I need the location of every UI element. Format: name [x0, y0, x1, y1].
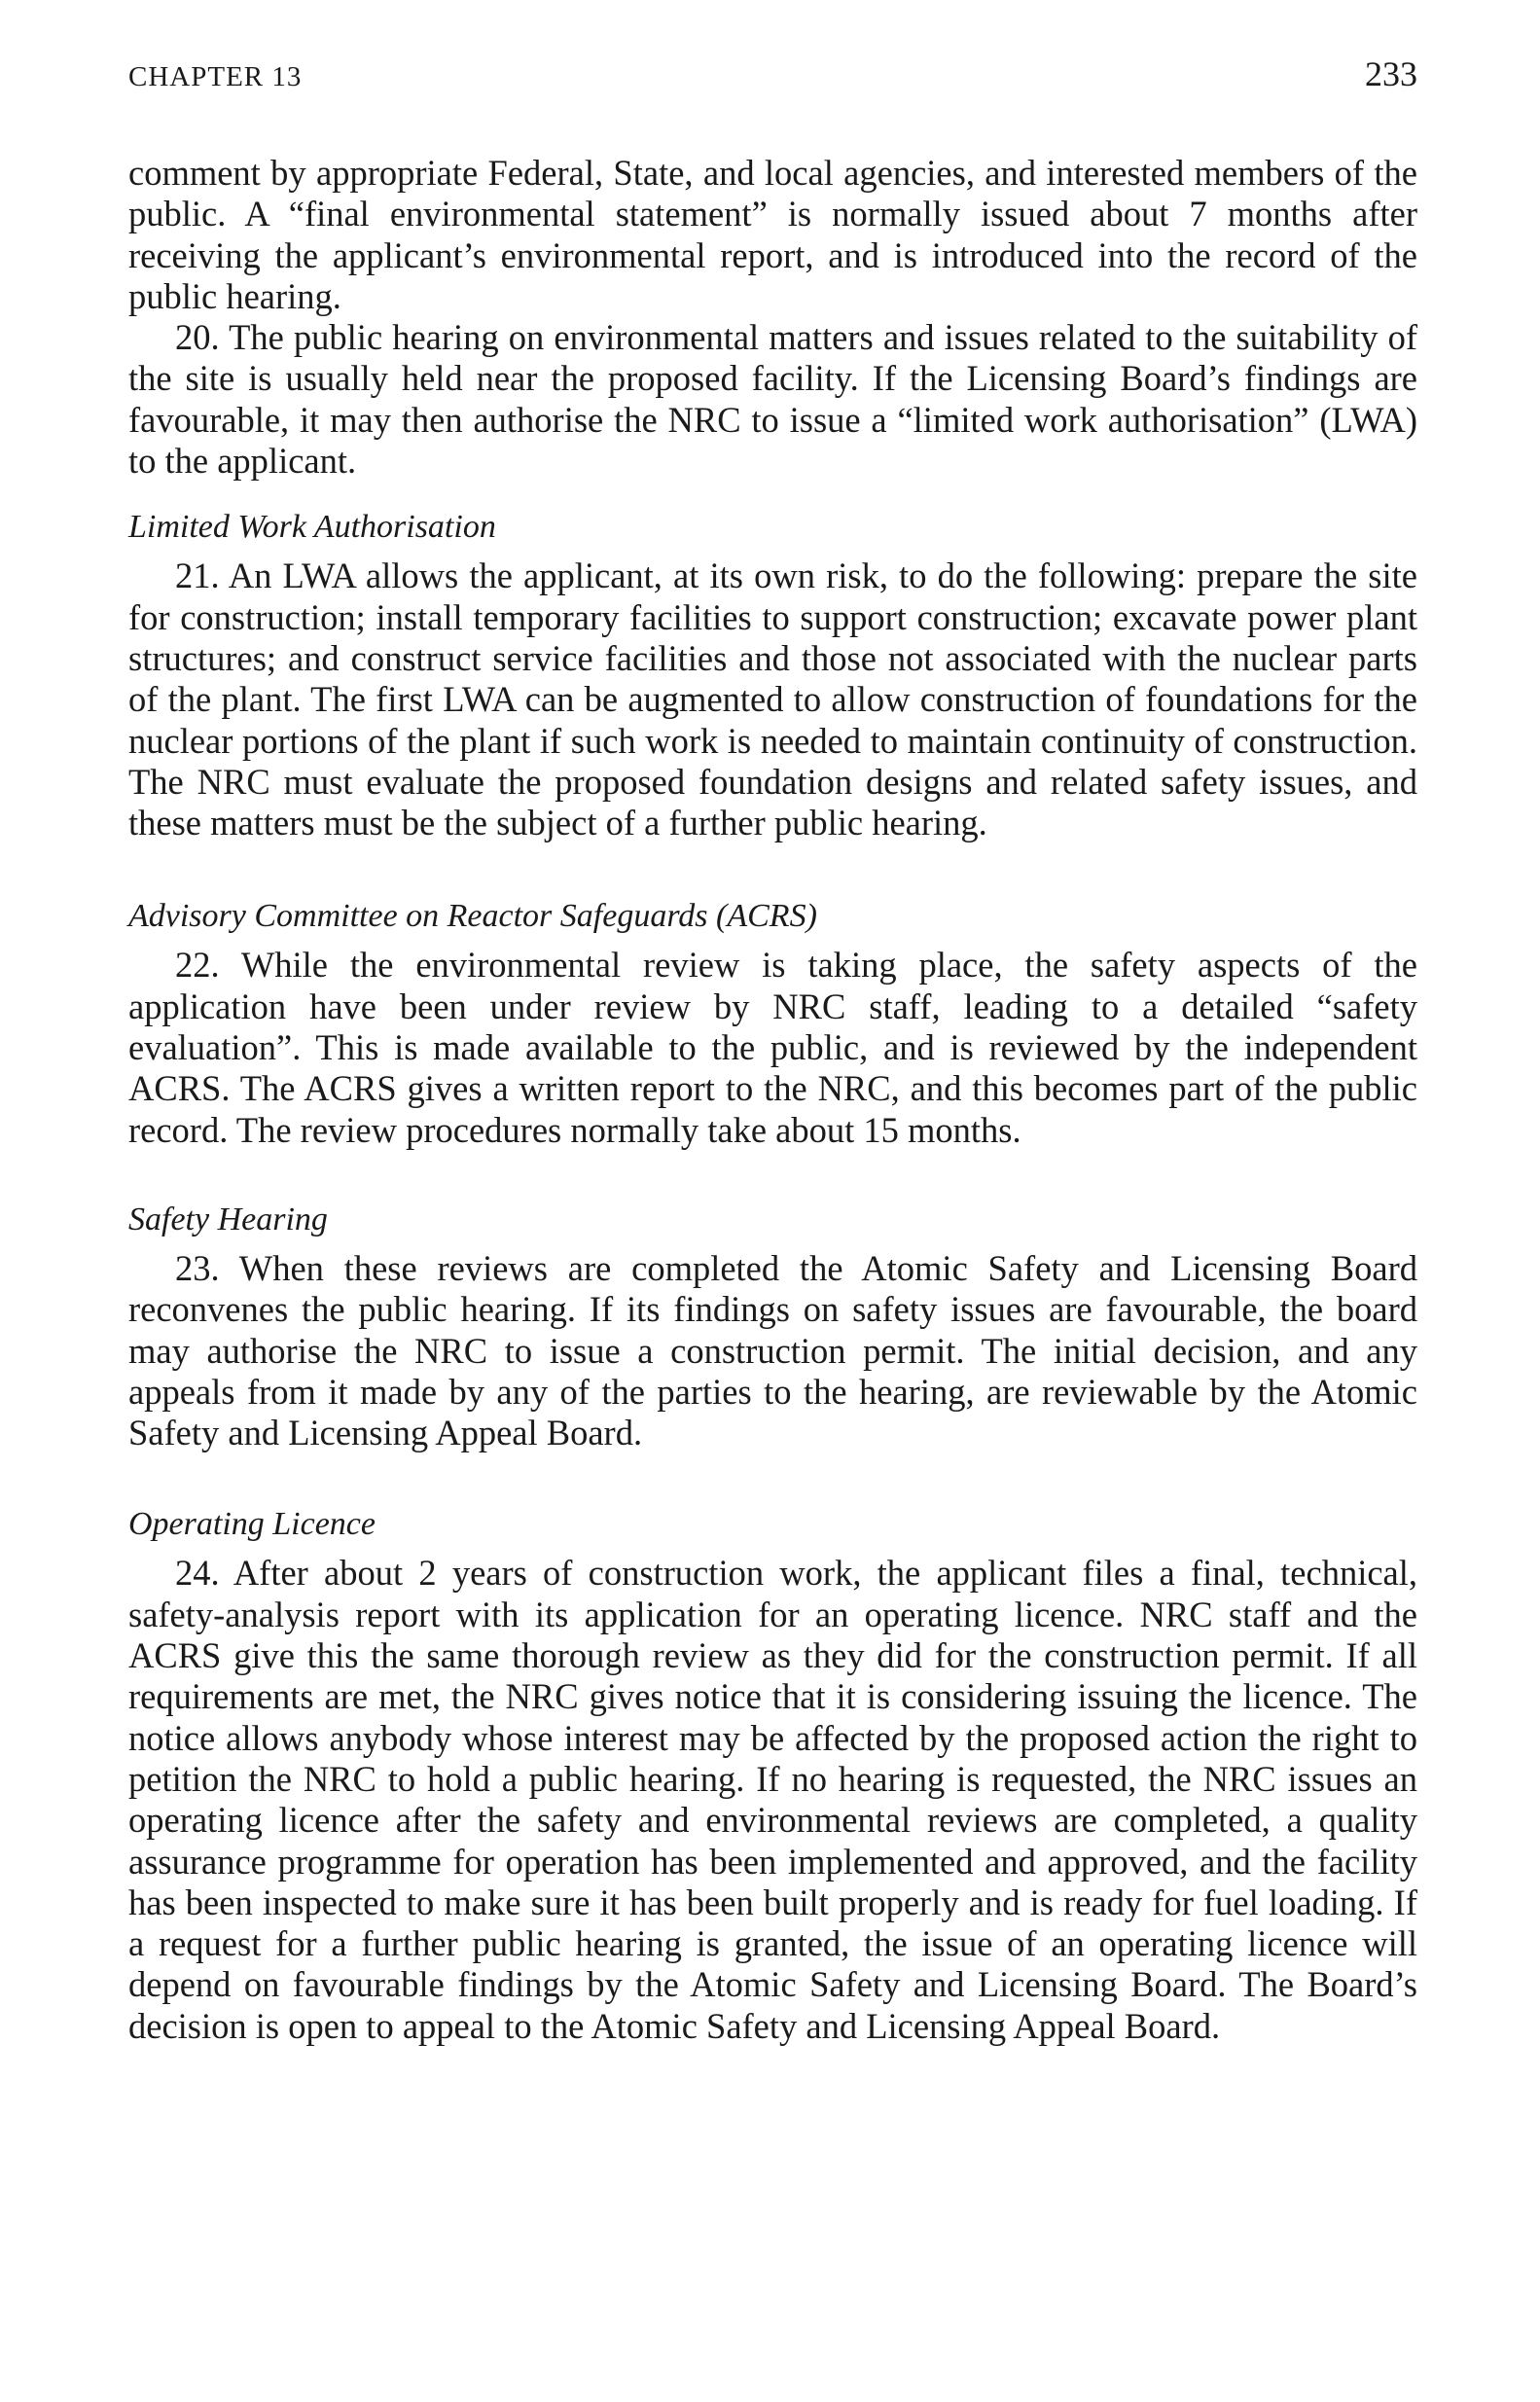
chapter-label: CHAPTER 13 — [128, 61, 303, 92]
page-number: 233 — [1365, 54, 1417, 93]
paragraph-23: 23. When these reviews are completed the Atomic Safety and Licensing Board reconvenes the public hearing. If its findings on safety issues are favourable, the board may authorise the NRC to issue a construction permit. The initial decision, and any appeals from it made by any of the parties to the hearing, are reviewable by the Atomic Safety and Licensing Appeal Board. — [128, 1247, 1417, 1453]
section-heading-limited-work-authorisation: Limited Work Authorisation — [128, 509, 496, 546]
paragraph-22: 22. While the environmental review is taking place, the safety aspects of the application have been under review by NRC staff, leading to a detailed “safety evaluation”. This is made available to the public, and is reviewed by the independent ACRS. The ACRS gives a written report to the NRC, and this becomes part of the public record. The review procedures normally take about 15 months. — [128, 945, 1417, 1150]
body-text — [128, 153, 1417, 2047]
paragraph-24: 24. After about 2 years of construction work, the applicant files a final, technical, safety-analysis report with its application for an operating licence. NRC staff and the ACRS give this the same thorough review as they did for the construction permit. If all requirements are met, the NRC gives notice that it is considering issuing the licence. The notice allows anybody whose interest may be affected by the proposed action the right to petition the NRC to hold a public hearing. If no hearing is requested, the NRC issues an operating licence after the safety and environmental reviews are completed, a quality assurance programme for operation has been implemented and approved, and the facility has been inspected to make sure it has been built properly and is ready for fuel loading. If a request for a further public hearing is granted, the issue of an operating licence will depend on favourable findings by the Atomic Safety and Licensing Board. The Board’s decision is open to appeal to the Atomic Safety and Licensing Appeal Board. — [128, 1553, 1417, 2046]
paragraph-21: 21. An LWA allows the applicant, at its own risk, to do the following: prepare the site for construction; install temporary facilities to support construction; excavate power plant structures; and construct service facilities and those not associated with the nuclear parts of the plant. The first LWA can be augmented to allow construction of foundations for the nuclear portions of the plant if such work is needed to maintain continuity of construction. The NRC must evaluate the proposed foundation designs and related safety issues, and these matters must be the subject of a further public hearing. — [128, 556, 1417, 843]
paragraph-continued: comment by appropriate Federal, State, and local agencies, and interested members of the public. A “final environmental statement” is normally issued about 7 months after receiving the applicant’s environmental report, and is introduced into the record of the public hearing. — [128, 153, 1417, 316]
section-heading-operating-licence: Operating Licence — [128, 1506, 376, 1543]
running-head — [128, 54, 1417, 102]
section-heading-acrs: Advisory Committee on Reactor Safeguards (ACRS) — [128, 898, 817, 935]
paragraph-20: 20. The public hearing on environmental matters and issues related to the suitability of the site is usually held near the proposed facility. If the Licensing Board’s findings are favourable, it may then authorise the NRC to issue a “limited work authorisation” (LWA) to the applicant. — [128, 317, 1417, 482]
section-heading-safety-hearing: Safety Hearing — [128, 1201, 328, 1237]
book-page — [128, 54, 1417, 2047]
